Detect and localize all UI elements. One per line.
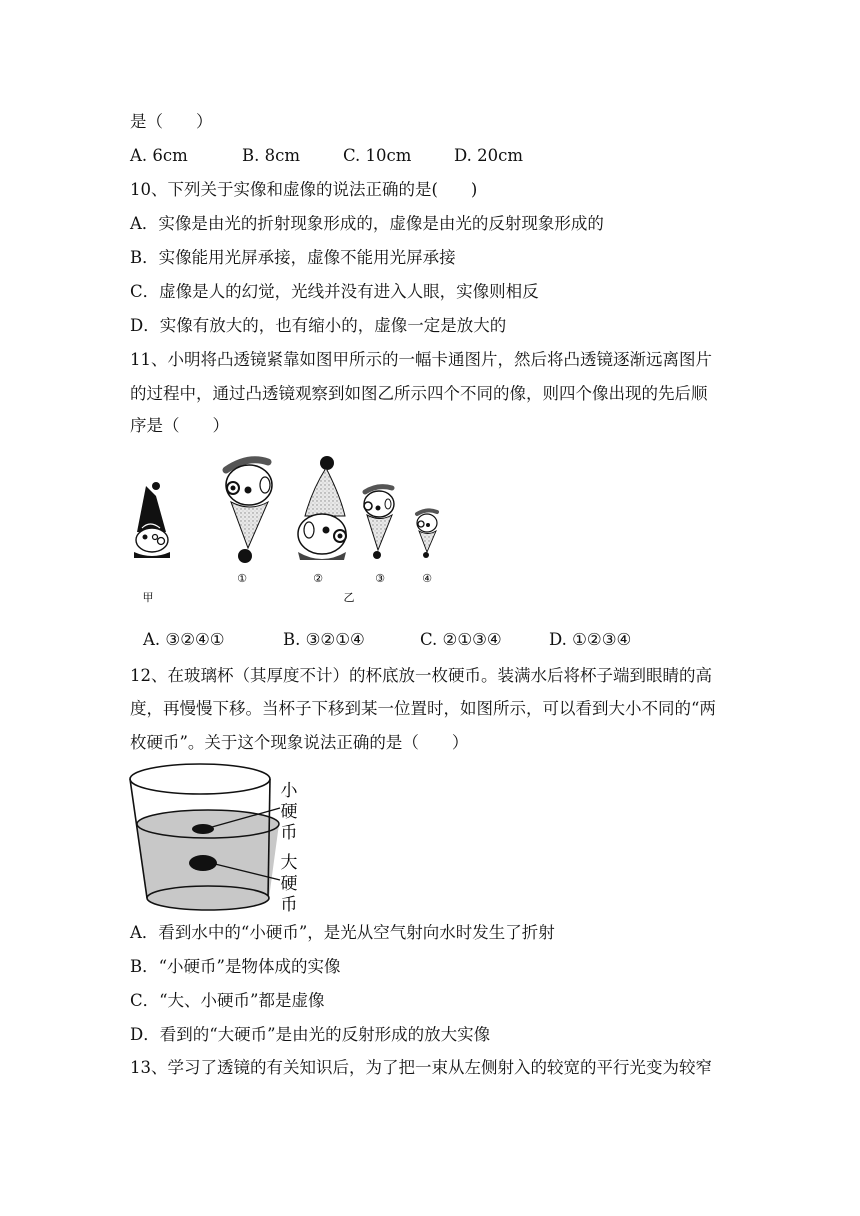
figure-jia-label: 甲 (142, 591, 154, 604)
big-coin-leader (215, 864, 280, 880)
q12-option-a: A．看到水中的“小硬币”，是光从空气射向水时发生了折射 (130, 923, 555, 942)
q13-stem: 13、学习了透镜的有关知识后，为了把一束从左侧射入的较宽的平行光变为较窄 (130, 1058, 712, 1077)
image-3 (364, 487, 394, 559)
q9-tail: 是（ ） (130, 112, 213, 131)
glass-rim (130, 764, 270, 794)
q12-stem-line-1: 12、在玻璃杯（其厚度不计）的杯底放一枚硬币。装满水后将杯子端到眼睛的高 (130, 666, 712, 685)
big-coin-label-2: 硬 (280, 874, 298, 894)
q9-option-c: C. 10cm (343, 146, 412, 165)
big-coin-label-3: 币 (280, 895, 298, 915)
q11-stem-line-2: 的过程中，通过凸透镜观察到如图乙所示四个不同的像，则四个像出现的先后顺 (130, 384, 708, 403)
glass-bottom (147, 886, 269, 910)
image-3-label: ③ (375, 572, 385, 585)
q12-option-d: D．看到的“大硬币”是由光的反射形成的放大实像 (130, 1025, 491, 1044)
q10-stem: 10、下列关于实像和虚像的说法正确的是( ) (130, 180, 478, 199)
water (137, 824, 279, 910)
q11-options (143, 628, 631, 652)
q9-option-a: A. 6cm (130, 146, 188, 165)
q10-option-b: B．实像能用光屏承接，虚像不能用光屏承接 (130, 248, 456, 267)
q10-option-a: A．实像是由光的折射现象形成的，虚像是由光的反射现象形成的 (130, 214, 604, 233)
q11-stem-line-1: 11、小明将凸透镜紧靠如图甲所示的一幅卡通图片，然后将凸透镜逐渐远离图片 (130, 350, 712, 369)
q12-option-c: C．“大、小硬币”都是虚像 (130, 991, 325, 1010)
big-coin-label-1: 大 (280, 853, 298, 873)
original-cartoon (134, 482, 170, 558)
q10-option-c: C．虚像是人的幻觉，光线并没有进入人眼，实像则相反 (130, 282, 539, 301)
glass-left-wall (130, 779, 147, 898)
q9-options (130, 144, 523, 168)
small-coin-label-2: 硬 (280, 802, 298, 822)
image-2-label: ② (313, 572, 323, 585)
big-coin (189, 855, 217, 871)
q12-stem-line-2: 度，再慢慢下移。当杯子下移到某一位置时，如图所示，可以看到大小不同的“两 (130, 699, 716, 718)
small-coin-leader (212, 808, 280, 827)
q11-option-a: A. ③②④① (143, 630, 225, 649)
image-4 (417, 510, 437, 558)
q11-stem-line-3: 序是（ ） (130, 416, 229, 435)
q12-stem-line-3: 枚硬币”。关于这个现象说法正确的是（ ） (130, 733, 469, 752)
small-coin-label-1: 小 (280, 781, 298, 801)
q9-option-d: D. 20cm (454, 146, 524, 165)
q11-option-c: C. ②①③④ (420, 630, 502, 649)
q12-option-b: B．“小硬币”是物体成的实像 (130, 957, 341, 976)
glass-right-wall (268, 779, 270, 898)
image-1-label: ① (237, 572, 247, 585)
figure-yi-label: 乙 (343, 591, 355, 604)
image-4-label: ④ (422, 572, 432, 585)
q9-option-b: B. 8cm (242, 146, 300, 165)
small-coin (192, 824, 214, 834)
image-2 (298, 456, 346, 560)
water-surface (137, 810, 279, 838)
q10-option-d: D．实像有放大的，也有缩小的，虚像一定是放大的 (130, 316, 507, 335)
small-coin-label-3: 币 (280, 823, 298, 843)
q11-option-d: D. ①②③④ (549, 630, 632, 649)
q11-option-b: B. ③②①④ (283, 630, 365, 649)
image-1 (226, 460, 272, 563)
